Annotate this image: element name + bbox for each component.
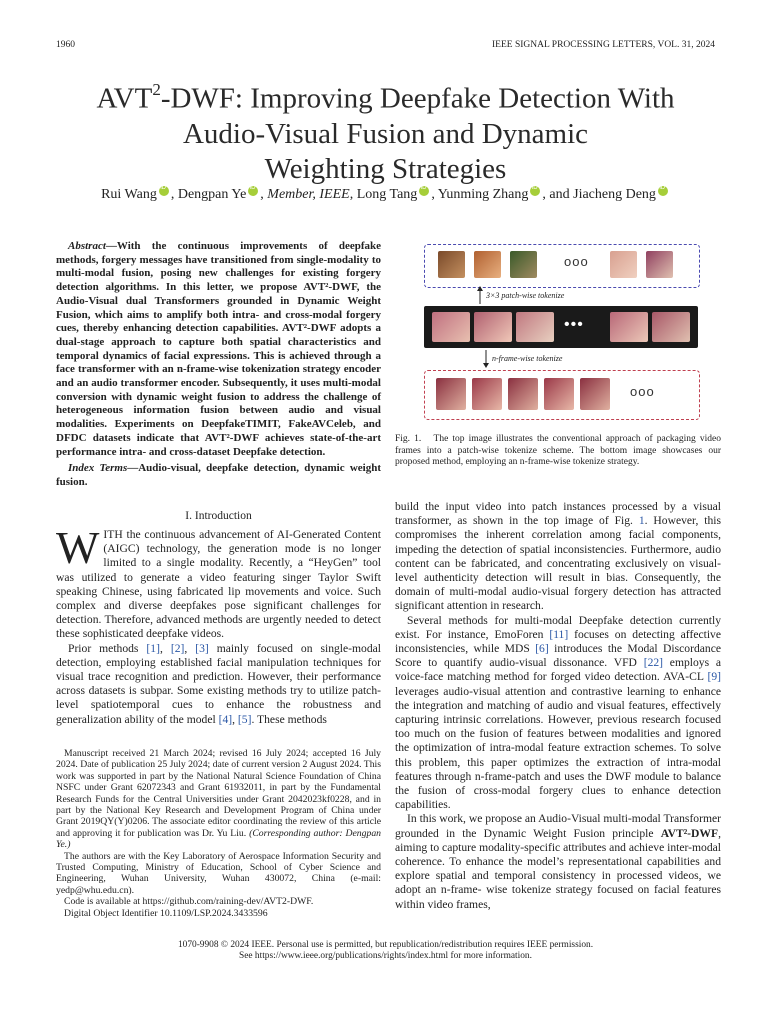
index-terms-text: —Audio-visual, deepfake detection, dynamic weight fusion. bbox=[56, 462, 381, 488]
abstract bbox=[56, 240, 381, 459]
paper-title bbox=[56, 74, 715, 187]
patch-tile bbox=[438, 251, 465, 278]
author-name: Rui Wang bbox=[101, 187, 157, 202]
figure-1 bbox=[424, 244, 700, 428]
frame-tile bbox=[436, 378, 466, 410]
patch-tile bbox=[474, 251, 501, 278]
copyright-line: 1070-9908 © 2024 IEEE. Personal use is permitted, but republication/redistribution requires IEEE permission. bbox=[177, 940, 594, 950]
arrow-up-icon bbox=[476, 286, 484, 304]
intro-paragraph-1: ITH the continuous advancement of AI-Generated Content (AIGC) technology, the generation mode is no longer limited to a single modality. Recently, a “HeyGen” tool was utilized to generate a video featuring singer Taylor Swift speaking Chinese, using fabricated lip movements and voice. Such complex and diverse deepfakes pose significant challenges for detection. Therefore, advanced methods are urgently needed to detect these sophisticated deepfake videos. bbox=[56, 528, 381, 641]
frame-tile bbox=[580, 378, 610, 410]
intro-paragraph-2: Prior methods [1], [2], [3] mainly focused on single-modal detection, employing established facial manipulation techniques for visual trace recognition and prediction. However, their performance across datasets is subpar. Some existing methods try to utilize patch-level spatiotemporal cues to enhance the robustness and generalization ability of the model [4], [5]. These methods bbox=[56, 641, 382, 726]
citation-link[interactable]: [1] bbox=[146, 641, 160, 655]
intro-paragraph-4: Several methods for multi-modal Deepfake detection currently exist. For instance, EmoForen [11] focuses on detecting affective inconsistencies, while MDS [6] introduces the Modal Discordance Score to quantify audio-visual dissonance. VFD [22] employs a voice-face matching method for forged video detection. AVA-CL [9] leverages audio-visual attention and contrastive learning to enhance the integration and matching of audio and visual features, effectively capturing intrinsic correlations. However, previous research focused too much on the fusion of features between modalities and ignored the optimization of intra-modal feature extraction schemes. To solve this problem, this paper optimizes the extraction of intra-modal features through n-frame-patch and uses the DWF module to balance the fusion of cross-modal forgery clues to enhance detection capabilities. bbox=[395, 613, 721, 812]
orcid-icon[interactable] bbox=[248, 186, 258, 196]
citation-link[interactable]: [22] bbox=[643, 656, 664, 670]
ellipsis: ••• bbox=[564, 316, 584, 333]
patch-tile bbox=[510, 251, 537, 278]
frame-tokenize-label: n-frame-wise tokenize bbox=[492, 354, 563, 363]
orcid-icon[interactable] bbox=[419, 186, 429, 196]
intro-paragraph-5: In this work, we propose an Audio-Visual multi-modal Transformer grounded in the Dynamic Weight Fusion principle AVT²-DWF, aiming to capture modality-specific attributes and achieve inter-modal coherence. To enhance the model’s representational capabilities and explore spatial and temporal consistency in processed videos, we adopt an n-frame- wise tokenize strategy focused on facial features within video frames, bbox=[395, 812, 721, 911]
frame-tile bbox=[610, 312, 648, 342]
title-superscript: 2 bbox=[152, 80, 161, 99]
citation-link[interactable]: [6] bbox=[535, 642, 549, 656]
patch-tokenize-label: 3×3 patch-wise tokenize bbox=[486, 291, 565, 300]
orcid-icon[interactable] bbox=[530, 186, 540, 196]
orcid-icon[interactable] bbox=[159, 186, 169, 196]
footnote bbox=[56, 748, 381, 919]
patch-tile bbox=[610, 251, 637, 278]
ellipsis: ooo bbox=[564, 254, 589, 269]
author-name: Long Tang bbox=[356, 187, 418, 202]
section-heading: I. Introduction bbox=[185, 510, 252, 522]
figure-link[interactable]: 1 bbox=[638, 514, 645, 528]
title-line2: Audio-Visual Fusion and Dynamic bbox=[182, 117, 589, 150]
frame-tile bbox=[544, 378, 574, 410]
page-number: 1960 bbox=[56, 40, 75, 50]
index-terms-label: Index Terms bbox=[68, 462, 128, 474]
abstract-dash: — bbox=[105, 240, 117, 252]
title-line1-rest: -DWF: Improving Deepfake Detection With bbox=[160, 82, 675, 115]
arrow-down-icon bbox=[482, 350, 490, 368]
author-conjunction: and bbox=[549, 187, 570, 202]
frame-tile bbox=[516, 312, 554, 342]
author-list: Rui WangiD , Dengpan YeiD , Member, IEEE, Long TangiD , Yunming ZhangiD , and Jiacheng DengiD bbox=[56, 187, 715, 203]
caption-text: The top image illustrates the conventional approach of packaging video frames into a patch-wise tokenize scheme. The bottom image showcases our proposed method, employing an n-frame-wise tokenize strategy. bbox=[395, 434, 721, 467]
footnote-affiliation: The authors are with the Key Laboratory of Aerospace Information Security and Trusted Computing, Ministry of Education, School of Cyber Science and Engineering, Wuhan University, Wuhan 430072, China (e-mail: yedp@whu.edu.cn). bbox=[56, 850, 381, 896]
abstract-text: With the continuous improvements of deepfake methods, forgery messages have transitioned from single-modality to multi-modal fusion, posing new challenges for existing forgery detection algorithms. In this letter, we propose AVT²-DWF, the Audio-Visual dual Transformers grounded in Dynamic Weight Fusion, which aims to amplify both intra- and cross-modal forgery cues, thereby enhancing detection capabilities. AVT²-DWF adopts a dual-stage approach to capture both spatial characteristics and temporal dynamics of facial expressions. This is achieved through a face transformer with an n-frame-wise tokenization strategy encoder and an audio transformer encoder. Subsequently, it uses multi-modal conversion with dynamic weight fusion to address the challenge of heterogeneous information fusion between audio and visual modalities. Experiments on DeepfakeTIMIT, FakeAVCeleb, and DFDC datasets indicate that AVT²-DWF achieves state-of-the-art performance intra- and cross-dataset Deepfake detection. bbox=[56, 240, 381, 458]
journal-name: IEEE SIGNAL PROCESSING LETTERS, VOL. 31, 2024 bbox=[492, 40, 715, 50]
patch-tile bbox=[646, 251, 673, 278]
footnote-doi: Digital Object Identifier 10.1109/LSP.2024.3433596 bbox=[64, 907, 268, 919]
title-prefix: AVT bbox=[96, 82, 153, 115]
caption-label: Fig. 1. bbox=[395, 434, 422, 444]
citation-link[interactable]: [5] bbox=[237, 712, 252, 726]
citation-link[interactable]: [2] bbox=[170, 641, 185, 655]
title-line3: Weighting Strategies bbox=[264, 152, 507, 185]
footnote-code: Code is available at https://github.com/raining-dev/AVT2-DWF. bbox=[64, 896, 314, 908]
intro-right-column bbox=[395, 500, 721, 912]
copyright-footer bbox=[56, 940, 715, 962]
orcid-icon[interactable] bbox=[658, 186, 668, 196]
frame-tile bbox=[432, 312, 470, 342]
frame-tile bbox=[472, 378, 502, 410]
author-name: Dengpan Ye bbox=[177, 187, 247, 202]
frame-tile bbox=[474, 312, 512, 342]
citation-link[interactable]: [3] bbox=[195, 641, 209, 655]
author-name: Yunming Zhang bbox=[437, 187, 529, 202]
frame-tile bbox=[652, 312, 690, 342]
footnote-manuscript: Manuscript received 21 March 2024; revised 16 July 2024; accepted 16 July 2024. Date of publication 25 July 2024; date of current version 2 August 2024. This work was supported in part by the National Natural Science Foundation of China NSFC under Grant 62072343 and Grant 61932011, in part by the Fundamental Research Funds for the Central Universities under Grant 2042023kf0228, and in part by the National Key Research and Development Program of China under Grant 2019QY(Y)0206. The associate editor coordinating the review of this article and approving it for publication was Dr. Yu Liu. (Corresponding author: Dengpan Ye.) bbox=[56, 748, 382, 851]
frame-tile bbox=[508, 378, 538, 410]
intro-paragraph-3: build the input video into patch instances processed by a visual transformer, as shown in the top image of Fig. 1. However, this compromises the inherent correlation among facial components, impeding the detection of spatial inconsistencies. Furthermore, audio content can be fabricated, and concentrating exclusively on visual-level authenticity detection will result in bias. Consequently, the domain of multi-modal audio-visual forgery detection has attracted significant attention in research. bbox=[395, 500, 721, 613]
abstract-label: Abstract bbox=[68, 240, 106, 252]
figure-caption bbox=[395, 434, 721, 469]
ellipsis: ooo bbox=[630, 384, 655, 399]
index-terms bbox=[56, 462, 381, 489]
intro-left-column bbox=[56, 522, 382, 727]
drop-cap: W bbox=[56, 522, 100, 573]
author-role: Member, IEEE bbox=[267, 187, 350, 202]
citation-link[interactable]: [9] bbox=[707, 670, 721, 684]
rights-link-line: See https://www.ieee.org/publications/rights/index.html for more information. bbox=[239, 951, 532, 962]
citation-link[interactable]: [11] bbox=[549, 627, 569, 641]
citation-link[interactable]: [4] bbox=[218, 712, 233, 726]
author-name: Jiacheng Deng bbox=[573, 187, 656, 202]
